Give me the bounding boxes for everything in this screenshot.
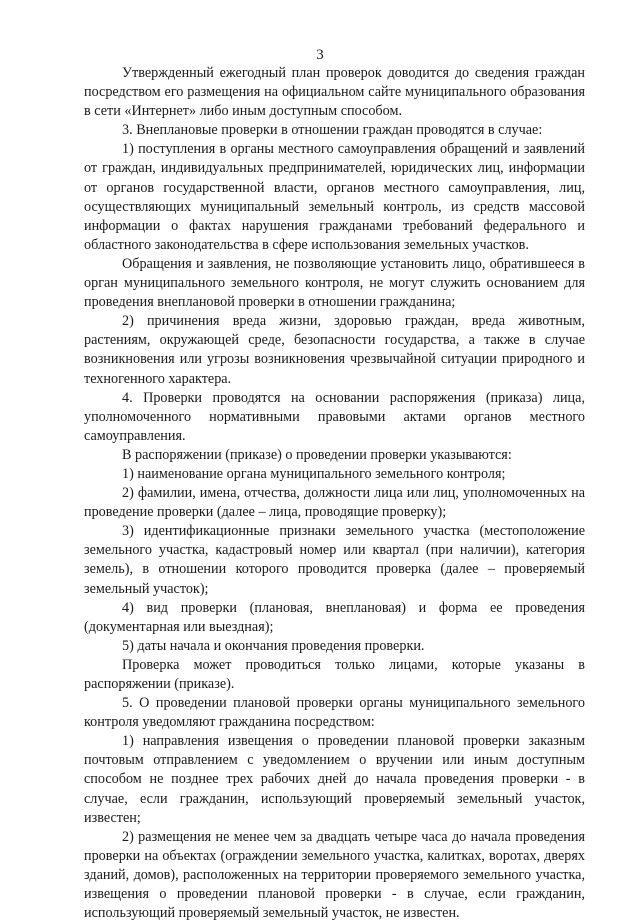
paragraph-plan-publication: Утвержденный ежегодный план проверок доводится до сведения граждан посредством его размещения на официальном сайте муниципального образования в сети «Интернет» либо иным доступным способом. <box>84 65 585 120</box>
paragraph-anonymous-appeals: Обращения и заявления, не позволяющие установить лицо, обратившееся в орган муниципального земельного контроля, не могут служить основанием для проведения внеплановой проверки в отношении гражданина; <box>84 255 585 311</box>
paragraph-notification-heading: 5. О проведении плановой проверки органы муниципального земельного контроля уведомляют гражданина посредством: <box>84 695 585 731</box>
paragraph-inspection-order-basis: 4. Проверки проводятся на основании распоряжения (приказа) лица, уполномоченного нормативными правовыми актами органов местного самоуправления. <box>84 389 585 444</box>
paragraph-order-item-2: 2) фамилии, имена, отчества, должности лица или лиц, уполномоченных на проведение проверки (далее – лица, проводящие проверку); <box>84 485 585 521</box>
paragraph-unscheduled-inspections-heading: 3. Внеплановые проверки в отношении граждан проводятся в случае: <box>122 122 543 139</box>
paragraph-order-item-1: 1) наименование органа муниципального земельного контроля; <box>122 465 506 482</box>
document-body <box>84 64 585 923</box>
paragraph-order-item-4: 4) вид проверки (плановая, внеплановая) и форма ее проведения (документарная или выездная); <box>84 599 585 635</box>
paragraph-unscheduled-reason-2: 2) причинения вреда жизни, здоровью граждан, вреда животным, растениям, окружающей среде, безопасности государства, а также в случае возникновения или угрозы возникновения чрезвычайной ситуации природного и техногенного характера. <box>84 313 585 387</box>
paragraph-order-contents-heading: В распоряжении (приказе) о проведении проверки указываются: <box>122 446 512 463</box>
paragraph-order-item-5: 5) даты начала и окончания проведения проверки. <box>122 637 425 654</box>
page-number: 3 <box>316 47 324 63</box>
paragraph-order-item-3: 3) идентификационные признаки земельного участка (местоположение земельного участка, кадастровый номер или квартал (при наличии), категория земель), в отношении которого проводится проверка (далее – проверяемый земельный участок); <box>84 523 585 597</box>
paragraph-inspectors-restriction: Проверка может проводиться только лицами, которые указаны в распоряжении (приказе). <box>84 656 585 692</box>
paragraph-unscheduled-reason-1: 1) поступления в органы местного самоуправления обращений и заявлений от граждан, индивидуальных предпринимателей, юридических лиц, информации от органов государственной власти, органов местного самоуправления, лиц, осуществляющих муниципальный земельный контроль, из средств массовой информации о фактах нарушения гражданами требований федерального и областного законодательства в сфере использования земельных участков. <box>84 141 585 253</box>
paragraph-notification-item-1: 1) направления извещения о проведении плановой проверки заказным почтовым отправлением с уведомлением о вручении или иным доступным способом не позднее трех рабочих дней до начала проведения проверки - в случае, если гражданин, использующий проверяемый земельный участок, известен; <box>84 733 585 826</box>
paragraph-notification-item-2: 2) размещения не менее чем за двадцать четыре часа до начала проведения проверки на объектах (ограждении земельного участка, калитках, воротах, дверях зданий, домов), расположенных на территории проверяемого земельного участка, извещения о проведении плановой проверки - в случае, если гражданин, использующий проверяемый земельный участок, не известен. <box>84 828 585 922</box>
